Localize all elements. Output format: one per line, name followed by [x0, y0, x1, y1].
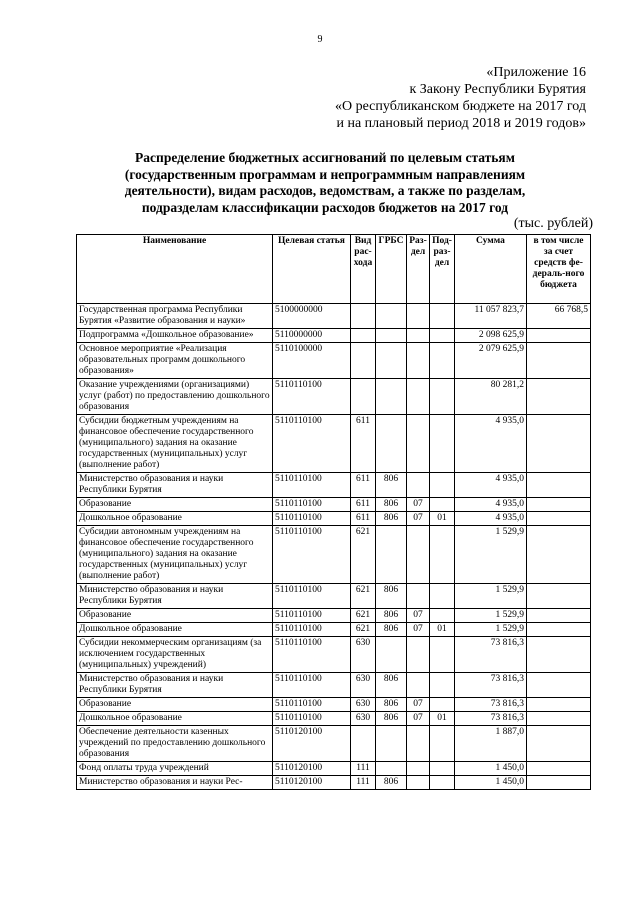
cell-name: Субсидии автономным учреждениям на финансовое обеспечение государственного (муниципального) задания на оказание государственных (муниципальных) услуг (выполнение работ) [77, 526, 273, 584]
cell-summa: 2 098 625,9 [455, 329, 527, 343]
cell-target: 5110110100 [273, 698, 351, 712]
cell-target: 5110110100 [273, 637, 351, 673]
table-row [77, 473, 591, 498]
cell-razdel: 07 [407, 712, 430, 726]
cell-grbs: 806 [376, 698, 407, 712]
cell-incl: 66 768,5 [527, 304, 591, 329]
cell-summa: 4 935,0 [455, 498, 527, 512]
cell-grbs [376, 379, 407, 415]
table-header-row [77, 235, 591, 304]
cell-summa: 80 281,2 [455, 379, 527, 415]
cell-podrazdel [430, 637, 455, 673]
table-row [77, 637, 591, 673]
cell-podrazdel [430, 343, 455, 379]
cell-target: 5110100000 [273, 343, 351, 379]
cell-summa: 1 450,0 [455, 762, 527, 776]
cell-podrazdel [430, 609, 455, 623]
cell-grbs: 806 [376, 609, 407, 623]
cell-incl [527, 673, 591, 698]
cell-razdel: 07 [407, 609, 430, 623]
cell-vid: 630 [351, 673, 376, 698]
header-razdel: Раз-дел [407, 235, 430, 304]
table-row [77, 329, 591, 343]
cell-incl [527, 498, 591, 512]
cell-grbs [376, 726, 407, 762]
cell-razdel [407, 415, 430, 473]
cell-incl [527, 609, 591, 623]
table-row [77, 623, 591, 637]
cell-summa: 73 816,3 [455, 673, 527, 698]
cell-summa: 4 935,0 [455, 473, 527, 498]
cell-razdel [407, 673, 430, 698]
cell-incl [527, 712, 591, 726]
cell-name: Государственная программа Республики Бурятия «Развитие образования и науки» [77, 304, 273, 329]
table-row [77, 498, 591, 512]
cell-razdel: 07 [407, 498, 430, 512]
header-name: Наименование [77, 235, 273, 304]
cell-incl [527, 512, 591, 526]
cell-name: Фонд оплаты труда учреждений [77, 762, 273, 776]
cell-incl [527, 526, 591, 584]
table-row [77, 379, 591, 415]
cell-grbs [376, 637, 407, 673]
cell-incl [527, 726, 591, 762]
cell-podrazdel [430, 379, 455, 415]
table-row [77, 673, 591, 698]
cell-summa: 73 816,3 [455, 698, 527, 712]
cell-vid: 111 [351, 776, 376, 790]
cell-summa: 4 935,0 [455, 415, 527, 473]
document-title: Распределение бюджетных ассигнований по целевым статьям (государственным программам и непрограммным направлениям деятельности), видам расходов, ведомствам, а также по разделам, подразделам классификации расходов бюджетов на 2017 год [124, 150, 526, 215]
table-row [77, 584, 591, 609]
cell-grbs: 806 [376, 498, 407, 512]
cell-name: Обеспечение деятельности казенных учреждений по предоставлению дошкольного образования [77, 726, 273, 762]
cell-grbs: 806 [376, 673, 407, 698]
cell-razdel [407, 762, 430, 776]
cell-name: Министерство образования и науки Республики Бурятия [77, 584, 273, 609]
cell-podrazdel [430, 329, 455, 343]
cell-target: 5110110100 [273, 673, 351, 698]
cell-summa: 1 450,0 [455, 776, 527, 790]
cell-name: Дошкольное образование [77, 712, 273, 726]
cell-name: Оказание учреждениями (организациями) услуг (работ) по предоставлению дошкольного образования [77, 379, 273, 415]
cell-podrazdel [430, 673, 455, 698]
cell-vid: 611 [351, 498, 376, 512]
header-target: Целевая статья [273, 235, 351, 304]
table-row [77, 726, 591, 762]
cell-summa: 1 887,0 [455, 726, 527, 762]
table-row [77, 415, 591, 473]
cell-summa: 1 529,9 [455, 584, 527, 609]
table-row [77, 776, 591, 790]
table-row [77, 712, 591, 726]
cell-target: 5110110100 [273, 609, 351, 623]
header-summa: Сумма [455, 235, 527, 304]
cell-vid [351, 379, 376, 415]
cell-podrazdel [430, 584, 455, 609]
cell-vid: 630 [351, 637, 376, 673]
cell-podrazdel [430, 762, 455, 776]
cell-name: Субсидии бюджетным учреждениям на финансовое обеспечение государственного (муниципального) задания на оказание государственных (муниципальных) услуг (выполнение работ) [77, 415, 273, 473]
cell-incl [527, 343, 591, 379]
cell-grbs [376, 329, 407, 343]
cell-razdel [407, 776, 430, 790]
cell-target: 5110120100 [273, 776, 351, 790]
cell-name: Дошкольное образование [77, 623, 273, 637]
cell-grbs: 806 [376, 712, 407, 726]
cell-name: Министерство образования и науки Республики Бурятия [77, 673, 273, 698]
cell-name: Министерство образования и науки Республики Бурятия [77, 473, 273, 498]
cell-summa: 1 529,9 [455, 623, 527, 637]
cell-name: Образование [77, 498, 273, 512]
cell-incl [527, 762, 591, 776]
cell-target: 5110110100 [273, 526, 351, 584]
cell-target: 5110110100 [273, 415, 351, 473]
cell-podrazdel [430, 698, 455, 712]
cell-razdel [407, 726, 430, 762]
cell-razdel: 07 [407, 698, 430, 712]
cell-grbs [376, 343, 407, 379]
table-row [77, 512, 591, 526]
cell-incl [527, 415, 591, 473]
cell-podrazdel: 01 [430, 512, 455, 526]
header-podrazdel: Под-раз-дел [430, 235, 455, 304]
cell-incl [527, 329, 591, 343]
cell-razdel [407, 304, 430, 329]
cell-razdel [407, 329, 430, 343]
cell-vid: 611 [351, 415, 376, 473]
cell-incl [527, 473, 591, 498]
cell-vid [351, 329, 376, 343]
cell-name: Подпрограмма «Дошкольное образование» [77, 329, 273, 343]
table-row [77, 609, 591, 623]
table-row [77, 698, 591, 712]
cell-vid: 621 [351, 623, 376, 637]
cell-incl [527, 623, 591, 637]
cell-grbs [376, 415, 407, 473]
cell-vid: 621 [351, 609, 376, 623]
cell-summa: 4 935,0 [455, 512, 527, 526]
cell-incl [527, 379, 591, 415]
table-row [77, 526, 591, 584]
cell-incl [527, 776, 591, 790]
appendix-line-3: «О республиканском бюджете на 2017 год [335, 99, 586, 114]
header-grbs: ГРБС [376, 235, 407, 304]
cell-vid [351, 304, 376, 329]
cell-target: 5110120100 [273, 726, 351, 762]
cell-podrazdel [430, 473, 455, 498]
table-row [77, 343, 591, 379]
cell-summa: 73 816,3 [455, 712, 527, 726]
cell-grbs: 806 [376, 512, 407, 526]
cell-incl [527, 698, 591, 712]
cell-target: 5110110100 [273, 584, 351, 609]
table-body [77, 304, 591, 790]
cell-podrazdel [430, 415, 455, 473]
cell-vid [351, 343, 376, 379]
cell-target: 5110110100 [273, 498, 351, 512]
header-federal: в том числе за счет средств фе-дераль-ного бюджета [527, 235, 591, 304]
cell-podrazdel [430, 726, 455, 762]
cell-name: Министерство образования и науки Рес- [77, 776, 273, 790]
cell-vid: 611 [351, 473, 376, 498]
cell-target: 5110110100 [273, 473, 351, 498]
cell-target: 5110110100 [273, 379, 351, 415]
table-row [77, 304, 591, 329]
cell-razdel: 07 [407, 512, 430, 526]
cell-incl [527, 637, 591, 673]
cell-summa: 11 057 823,7 [455, 304, 527, 329]
cell-target: 5110110100 [273, 623, 351, 637]
cell-grbs [376, 526, 407, 584]
cell-vid: 630 [351, 698, 376, 712]
budget-table [76, 234, 591, 790]
cell-name: Дошкольное образование [77, 512, 273, 526]
table-row [77, 762, 591, 776]
cell-podrazdel: 01 [430, 623, 455, 637]
cell-podrazdel: 01 [430, 712, 455, 726]
cell-name: Образование [77, 698, 273, 712]
cell-grbs: 806 [376, 776, 407, 790]
cell-razdel [407, 637, 430, 673]
appendix-line-1: «Приложение 16 [486, 65, 586, 80]
cell-summa: 1 529,9 [455, 526, 527, 584]
cell-vid: 630 [351, 712, 376, 726]
units-label: (тыс. рублей) [513, 216, 593, 231]
cell-vid: 621 [351, 526, 376, 584]
cell-target: 5110110100 [273, 512, 351, 526]
cell-summa: 1 529,9 [455, 609, 527, 623]
appendix-line-4: и на плановый период 2018 и 2019 годов» [336, 116, 586, 131]
cell-name: Основное мероприятие «Реализация образовательных программ дошкольного образования» [77, 343, 273, 379]
appendix-line-2: к Закону Республики Бурятия [409, 82, 586, 97]
cell-target: 5110000000 [273, 329, 351, 343]
cell-target: 5110120100 [273, 762, 351, 776]
cell-podrazdel [430, 526, 455, 584]
cell-grbs [376, 304, 407, 329]
cell-grbs: 806 [376, 584, 407, 609]
cell-vid: 111 [351, 762, 376, 776]
cell-target: 5100000000 [273, 304, 351, 329]
cell-razdel: 07 [407, 623, 430, 637]
cell-podrazdel [430, 776, 455, 790]
cell-summa: 73 816,3 [455, 637, 527, 673]
cell-razdel [407, 379, 430, 415]
header-vid: Вид рас-хода [351, 235, 376, 304]
cell-podrazdel [430, 304, 455, 329]
cell-razdel [407, 584, 430, 609]
cell-grbs: 806 [376, 623, 407, 637]
cell-podrazdel [430, 498, 455, 512]
cell-incl [527, 584, 591, 609]
cell-razdel [407, 526, 430, 584]
cell-name: Образование [77, 609, 273, 623]
cell-razdel [407, 473, 430, 498]
cell-target: 5110110100 [273, 712, 351, 726]
appendix-header [335, 64, 586, 132]
cell-grbs [376, 762, 407, 776]
cell-name: Субсидии некоммерческим организациям (за исключением государственных (муниципальных) учреждений) [77, 637, 273, 673]
cell-vid: 611 [351, 512, 376, 526]
cell-grbs: 806 [376, 473, 407, 498]
cell-razdel [407, 343, 430, 379]
cell-vid [351, 726, 376, 762]
cell-summa: 2 079 625,9 [455, 343, 527, 379]
cell-vid: 621 [351, 584, 376, 609]
page-number: 9 [317, 34, 323, 45]
